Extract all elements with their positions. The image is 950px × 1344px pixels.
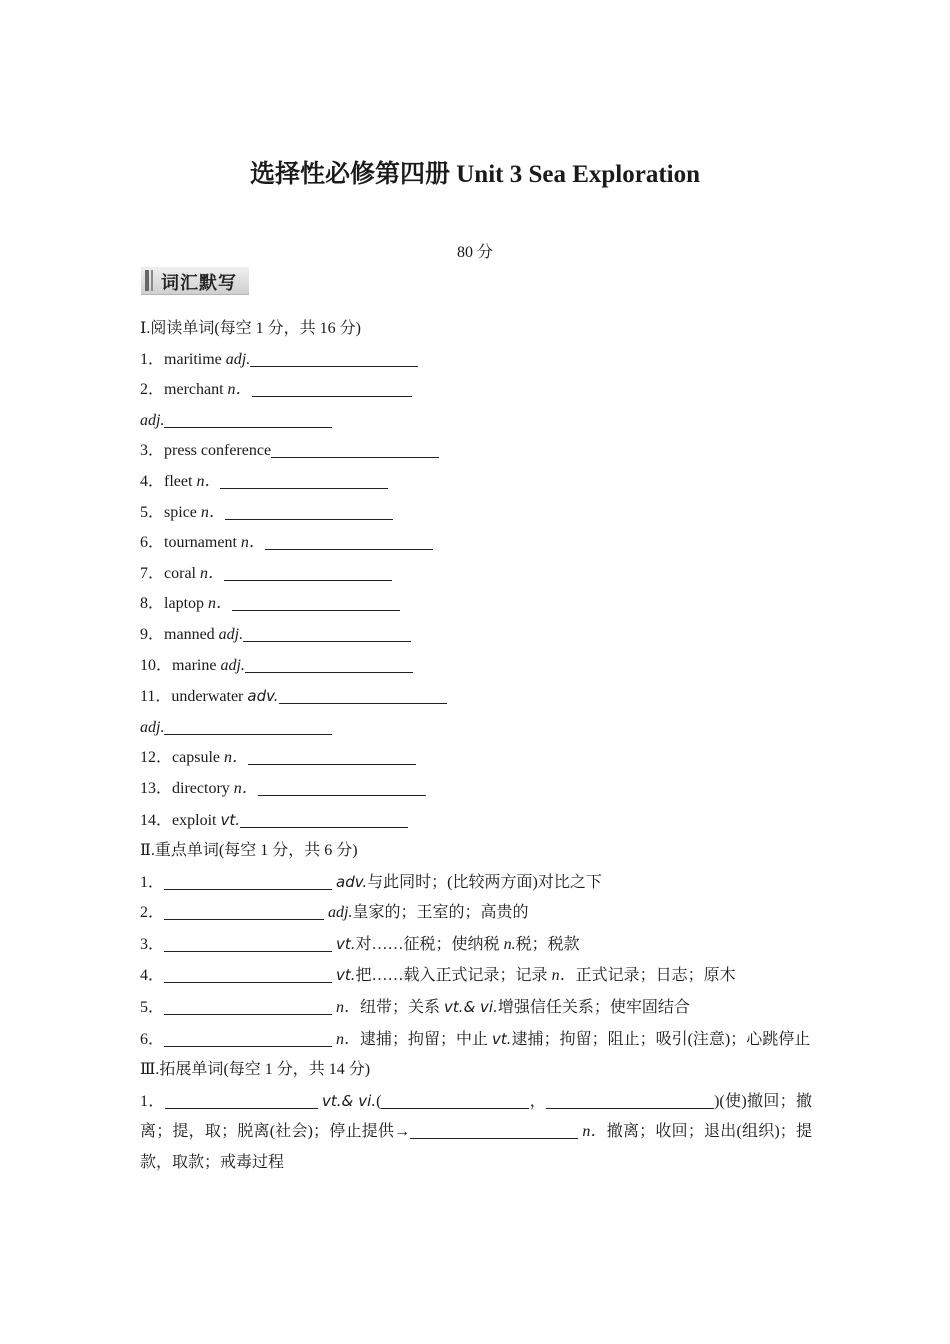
item-word: marine: [172, 656, 221, 674]
item-word: laptop: [164, 595, 209, 613]
total-score: 80 分: [456, 244, 493, 261]
part1-item: [140, 620, 812, 651]
item-pos: vt.& vi.: [444, 998, 498, 1017]
item-meaning: 把……载入正式记录；记录: [355, 967, 552, 985]
item-pos: adj.: [140, 718, 165, 736]
item-pos: n．: [551, 967, 576, 985]
item-word: exploit: [172, 811, 221, 829]
section-badge: [141, 267, 249, 295]
answer-blank[interactable]: [381, 1091, 529, 1109]
item-number: 11．: [140, 688, 172, 706]
badge-bar-icon: [145, 270, 149, 291]
item-pos: n.: [503, 935, 516, 953]
part1-heading: Ⅰ.阅读单词: [140, 320, 215, 337]
item-word: tournament: [164, 534, 241, 552]
part1-item: [140, 713, 812, 744]
item-pos: n．: [582, 1123, 607, 1141]
item-number: 9．: [140, 625, 165, 643]
answer-blank[interactable]: [220, 471, 388, 489]
item-pos: vt.& vi.: [321, 1091, 377, 1110]
item-word: press conference: [164, 442, 272, 460]
item-pos: n．: [336, 1030, 361, 1048]
part2-item: [140, 992, 812, 1024]
item-word: spice: [164, 503, 201, 521]
answer-blank[interactable]: [271, 440, 439, 458]
part2-note: (每空 1 分，共 6 分): [218, 842, 358, 860]
item-number: 1．: [140, 873, 165, 891]
badge-bar-thin-icon: [151, 270, 153, 291]
item-number: 1．: [140, 350, 165, 368]
part1-item: [140, 436, 812, 467]
item-number: 6．: [140, 534, 165, 552]
item-pos: adv.: [336, 872, 368, 891]
item-meaning: 增强信任关系；使牢固结合: [497, 999, 690, 1017]
item-meaning: 皇家的；王室的；高贵的: [352, 904, 529, 922]
item-pos: vt.: [336, 934, 356, 953]
item-pos: n．: [224, 749, 249, 767]
part1-item: [140, 589, 812, 620]
item-word: fleet: [164, 472, 197, 490]
part3-item: [140, 1086, 812, 1179]
answer-blank[interactable]: [265, 532, 433, 550]
part1-item: [140, 528, 812, 559]
item-pos: vt.: [492, 1029, 512, 1048]
item-number: 3．: [140, 442, 165, 460]
part3-heading: Ⅲ.拓展单词: [140, 1061, 224, 1079]
part1-item: [140, 345, 812, 376]
answer-blank[interactable]: [164, 872, 332, 890]
answer-blank[interactable]: [258, 778, 426, 796]
item-pos: n．: [227, 381, 252, 399]
answer-blank[interactable]: [248, 747, 416, 765]
item-pos: adj.: [140, 411, 165, 429]
item-word: merchant: [164, 381, 228, 399]
answer-blank[interactable]: [245, 655, 413, 673]
item-number: 6．: [140, 1030, 165, 1048]
part1-item: [140, 498, 812, 529]
answer-blank[interactable]: [250, 349, 418, 367]
answer-blank[interactable]: [243, 624, 411, 642]
item-number: 5．: [140, 503, 165, 521]
part1-item: [140, 467, 812, 498]
answer-blank[interactable]: [546, 1091, 714, 1109]
part1-item: [140, 406, 812, 437]
item-meaning: 正式记录；日志；原木: [575, 967, 736, 985]
answer-blank[interactable]: [224, 563, 392, 581]
item-meaning: 逮捕；拘留；中止: [360, 1030, 493, 1048]
item-meaning: 撤离；收回；退出(组织)；提款，取款；戒毒过程: [140, 1123, 812, 1172]
exercise-content: [140, 314, 812, 1179]
item-pos: n．: [240, 534, 265, 552]
answer-blank[interactable]: [164, 1029, 332, 1047]
answer-blank[interactable]: [240, 810, 408, 828]
part3-note: (每空 1 分，共 14 分): [223, 1061, 371, 1079]
item-pos: adj.: [220, 656, 245, 674]
section-badge-label: 词汇默写: [161, 273, 237, 294]
page-title: 选择性必修第四册 Unit 3 Sea Exploration: [249, 161, 701, 188]
item-number: 12．: [140, 749, 173, 767]
answer-blank[interactable]: [164, 902, 324, 920]
part2-item: [140, 1024, 812, 1056]
item-number: 7．: [140, 564, 165, 582]
item-number: 2．: [140, 904, 165, 922]
item-pos: n．: [200, 503, 225, 521]
item-pos: adj.: [218, 625, 244, 643]
part2-item: [140, 867, 812, 899]
item-pos: n．: [233, 779, 258, 797]
part1-item: [140, 743, 812, 774]
item-meaning: 逮捕；拘留；阻止；吸引(注意)；心跳停止: [511, 1030, 811, 1048]
item-meaning: 对……征税；使纳税: [355, 935, 504, 953]
item-meaning: )(使)撤回；撤离；提，取；脱离(社会)；停止提供→: [140, 1092, 812, 1141]
part2-heading-line: [140, 836, 812, 867]
item-number: 4．: [140, 967, 165, 985]
item-meaning: 税；税款: [515, 935, 580, 953]
answer-blank[interactable]: [410, 1121, 578, 1139]
answer-blank[interactable]: [164, 997, 332, 1015]
part2-item: [140, 898, 812, 929]
item-word: directory: [172, 779, 234, 797]
answer-blank[interactable]: [164, 965, 332, 983]
item-paren: (: [376, 1092, 382, 1110]
item-pos: adj.: [328, 904, 353, 922]
item-number: 14．: [140, 811, 173, 829]
answer-blank[interactable]: [164, 717, 332, 735]
item-pos: n．: [336, 999, 361, 1017]
item-word: maritime: [164, 350, 226, 368]
answer-blank[interactable]: [279, 686, 447, 704]
item-pos: n．: [208, 595, 233, 613]
item-comma: ，: [529, 1092, 547, 1110]
part1-item: [140, 774, 812, 805]
item-word: coral: [164, 564, 200, 582]
item-number: 13．: [140, 779, 173, 797]
item-pos: n．: [200, 564, 225, 582]
answer-blank[interactable]: [165, 1091, 318, 1109]
part2-item: [140, 960, 812, 992]
item-number: 1．: [140, 1092, 165, 1110]
item-pos: vt.: [220, 810, 240, 829]
answer-blank[interactable]: [252, 379, 412, 397]
item-number: 2．: [140, 381, 165, 399]
answer-blank[interactable]: [164, 934, 332, 952]
item-word: underwater: [171, 688, 248, 706]
item-word: manned: [164, 625, 219, 643]
part1-item: [140, 681, 812, 713]
item-number: 5．: [140, 999, 165, 1017]
item-pos: adj.: [225, 350, 251, 368]
item-pos: adv.: [247, 687, 279, 706]
part2-item: [140, 929, 812, 961]
part2-heading: Ⅱ.重点单词: [140, 842, 219, 860]
item-number: 10．: [140, 656, 173, 674]
item-pos: vt.: [336, 966, 356, 985]
item-word: capsule: [172, 749, 224, 767]
part1-heading-line: [140, 314, 812, 345]
part1-item: [140, 559, 812, 590]
part1-item: [140, 651, 812, 682]
item-number: 8．: [140, 595, 165, 613]
item-meaning: 纽带；关系: [360, 999, 445, 1017]
part3-heading-line: [140, 1055, 812, 1086]
item-number: 4．: [140, 472, 165, 490]
answer-blank[interactable]: [225, 502, 393, 520]
item-meaning: 与此同时；(比较两方面)对比之下: [367, 873, 602, 891]
part1-note: (每空 1 分，共 16 分): [214, 320, 361, 337]
part1-item: [140, 805, 812, 837]
answer-blank[interactable]: [164, 410, 332, 428]
answer-blank[interactable]: [232, 593, 400, 611]
item-number: 3．: [140, 935, 165, 953]
item-pos: n．: [196, 472, 221, 490]
part1-item: [140, 375, 812, 406]
